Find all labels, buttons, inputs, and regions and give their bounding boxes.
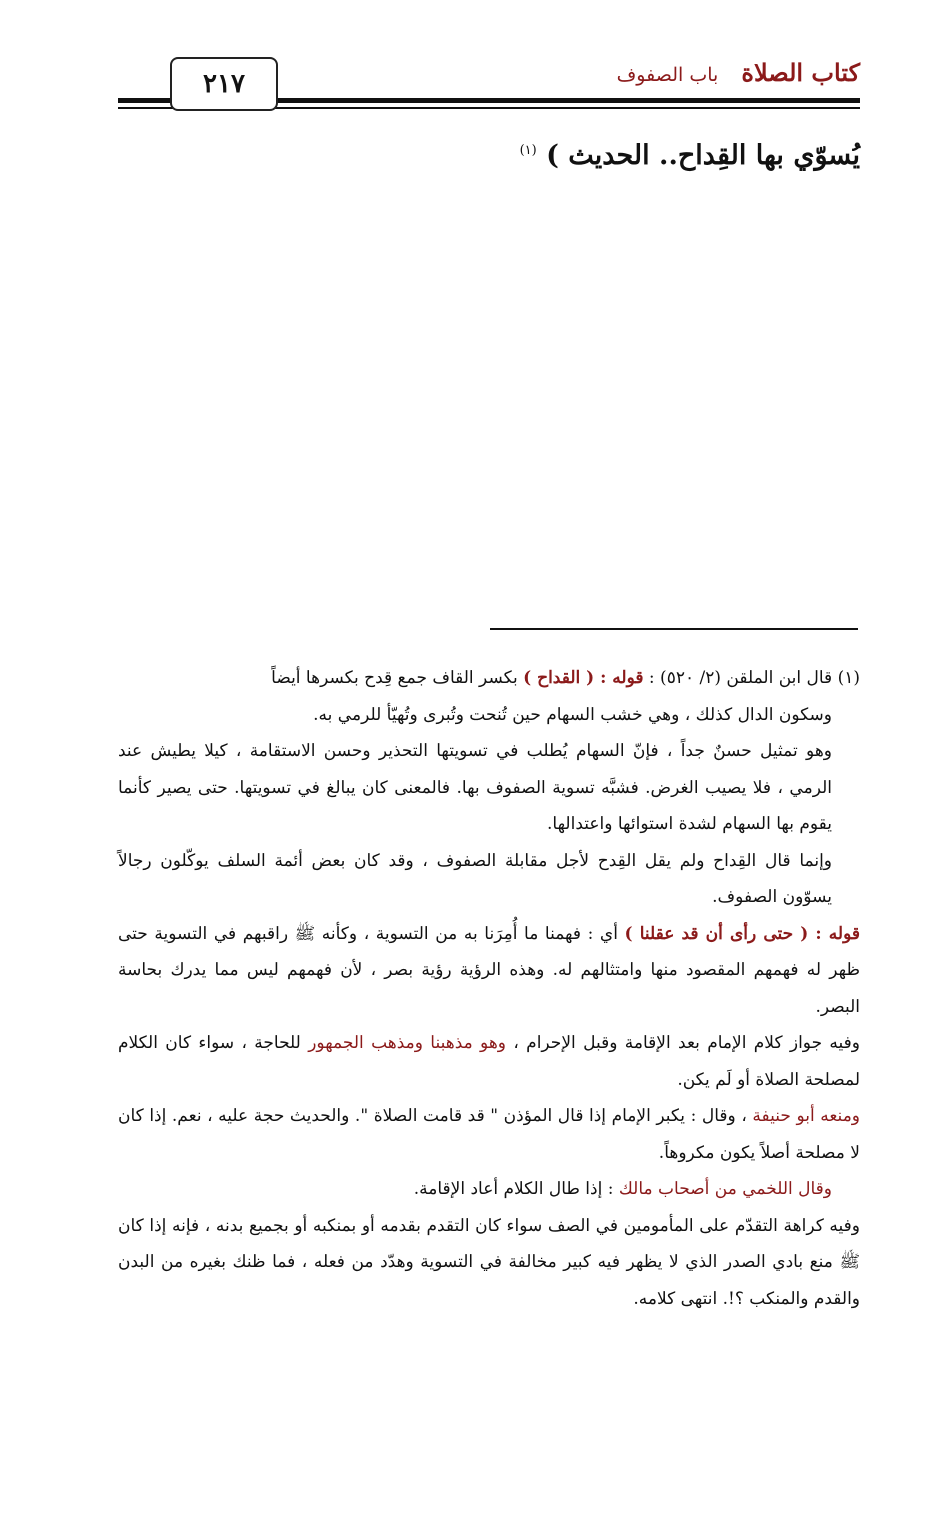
footnote-text: وفيه جواز كلام الإمام بعد الإقامة وقبل الإحرام ، [506,1033,860,1053]
footnote-line-3: وهو تمثيل حسنٌ جداً ، فإنّ السهام يُطلب في تسويتها التحذير وحسن الاستقامة ، كيلا يطيش عند الرمي ، فلا يصيب الغرض. فشبَّه تسوية الصفوف بها. فالمعنى كان يبالغ في تسويتها. حتى يصير كأنما يقوم بها السهام لشدة استوائها واعتدالها. [118,741,832,834]
footnote-paragraph-2 [118,916,860,1026]
chapter-title: باب الصفوف [616,64,719,86]
page-number-box [170,57,278,111]
footnote-text: بكسر القاف جمع قِدح بكسرها أيضاً [271,668,524,688]
footnote-line-4: وإنما قال القِداح ولم يقل القِدح لأجل مقابلة الصفوف ، وقد كان بعض أئمة السلف يوكّلون رجالاً يسوّون الصفوف. [118,850,832,907]
keyword-aqalna: قوله : ( حتى رأى أن قد عقلنا ) [624,923,860,944]
footnotes [118,660,860,1317]
highlight-madhhab: وهو مذهبنا ومذهب الجمهور [308,1033,507,1053]
footnote-paragraph-4 [118,1098,860,1171]
main-text [120,140,860,171]
footnote-number: (١) [837,668,860,688]
footnote-text: أي : فهمنا ما أُمِرَنا به من التسوية ، وكأنه ﷺ راقبهم في التسوية حتى ظهر له فهمهم المقصود منها وامتثالهم له. وهذه الرؤية رؤية بصر ، لأن فهمهم ليس مما يدرك بحاسة البصر. [118,923,860,1017]
highlight-lakhmi: وقال اللخمي من أصحاب مالك [618,1179,832,1199]
highlight-abu-hanifa: ومنعه أبو حنيفة [752,1106,861,1126]
footnote-source: قال ابن الملقن (٢/ ٥٢٠) : [643,668,838,688]
footnote-paragraph-3 [118,1025,860,1098]
footnote-paragraph-5 [118,1171,860,1208]
footnote-text: للحاجة ، سواء كان الكلام لمصلحة الصلاة أو لَم يكن. [118,1033,860,1090]
footnote-ref: (١) [519,143,537,158]
main-text-body: يُسوّي بها القِداح.. الحديث ) [546,140,860,171]
footnote-separator [490,628,858,630]
keyword-qidah: قوله : ( القداح ) [523,668,644,688]
footnote-text: : إذا طال الكلام أعاد الإقامة. [413,1179,619,1199]
running-title [617,58,860,87]
footnote-text: ، وقال : يكبر الإمام إذا قال المؤذن " قد قامت الصلاة ". والحديث حجة عليه ، نعم. إذا كان لا مصلحة أصلاً يكون مكروهاً. [118,1106,860,1163]
footnote-paragraph-1 [118,660,860,697]
footnote-paragraph-6: وفيه كراهة التقدّم على المأمومين في الصف سواء كان التقدم بقدمه أو بمنكبه أو بجميع بدنه ، فإنه إذا كان ﷺ منع بادي الصدر الذي لا يظهر فيه كبير مخالفة في التسوية وهدّد من فعله ، فما ظنك بغيره من البدن والقدم والمنكب ؟!. انتهى كلامه. [118,1215,860,1309]
page-header [118,52,860,112]
page-number: ٢١٧ [203,69,245,99]
footnote-line-2: وسكون الدال كذلك ، وهي خشب السهام حين تُنحت وتُبرى وتُهيّأ للرمي به. [313,704,832,725]
book-title: كتاب الصلاة [741,58,860,87]
